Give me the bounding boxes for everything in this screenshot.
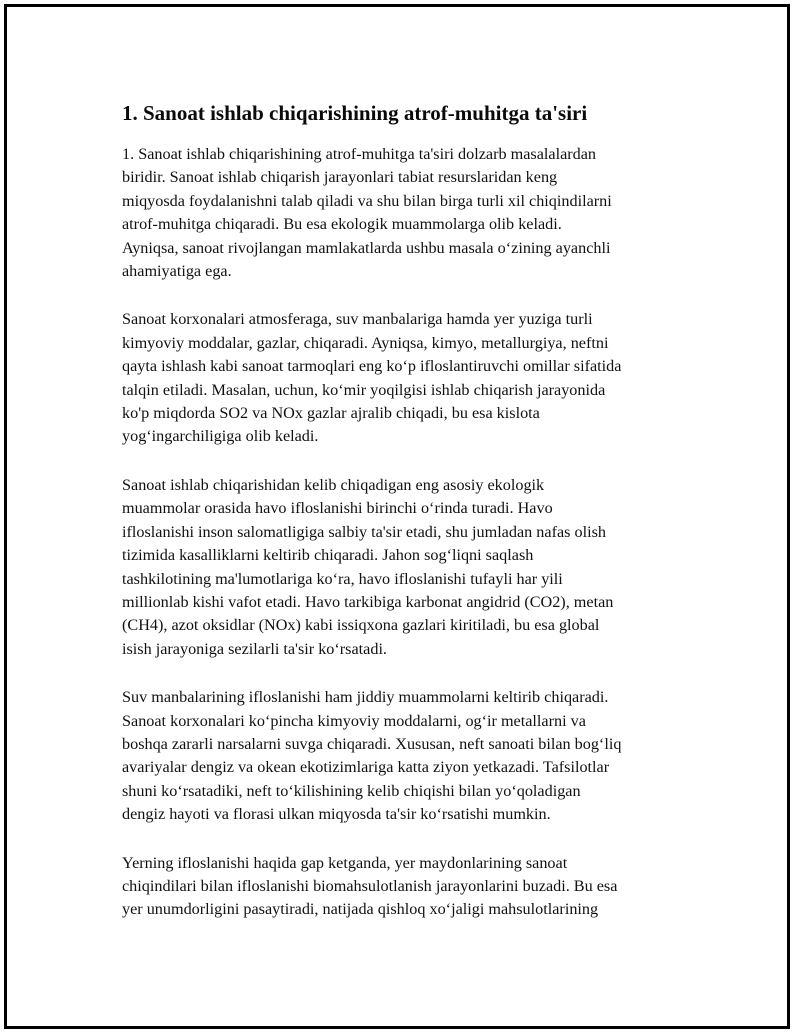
document-heading: 1. Sanoat ishlab chiqarishining atrof-muhitga ta'siri <box>122 101 588 125</box>
text-line: millionlab kishi vafot etadi. Havo tarkibiga karbonat angidrid (CO2), metan <box>122 592 614 611</box>
text-line: qayta ishlash kabi sanoat tarmoqlari eng ko‘p ifloslantiruvchi omillar sifatida <box>122 357 622 376</box>
text-line: talqin etiladi. Masalan, uchun, ko‘mir yoqilgisi ishlab chiqarish jarayonida <box>122 380 606 399</box>
paragraph-2 <box>122 308 697 448</box>
text-line: isish jarayoniga sezilarli ta'sir ko‘rsatadi. <box>122 639 387 658</box>
text-line: Sanoat korxonalari ko‘pincha kimyoviy moddalarni, og‘ir metallarni va <box>122 711 586 730</box>
text-line: 1. Sanoat ishlab chiqarishining atrof-muhitga ta'siri dolzarb masalalardan <box>122 145 597 163</box>
text-line: ahamiyatiga ega. <box>122 262 232 281</box>
text-line: yer unumdorligini pasaytiradi, natijada qishloq xo‘jaligi mahsulotlarining <box>122 900 599 919</box>
text-line: Ayniqsa, sanoat rivojlangan mamlakatlarda ushbu masala o‘zining ayanchli <box>122 238 611 257</box>
page-frame <box>4 4 790 1029</box>
text-line: Sanoat korxonalari atmosferaga, suv manbalariga hamda yer yuziga turli <box>122 310 593 329</box>
text-line: biridir. Sanoat ishlab chiqarish jarayonlari tabiat resurslaridan keng <box>122 168 558 187</box>
text-line: tashkilotining ma'lumotlariga ko‘ra, havo ifloslanishi tufayli har yili <box>122 569 563 588</box>
text-line: Suv manbalarining ifloslanishi ham jiddiy muammolarni keltirib chiqaradi. <box>122 688 609 707</box>
text-line: muammolar orasida havo ifloslanishi birinchi o‘rinda turadi. Havo <box>122 499 553 518</box>
text-line: shuni ko‘rsatadiki, neft to‘kilishining kelib chiqishi bilan yo‘qoladigan <box>122 781 581 800</box>
text-line: atrof-muhitga chiqaradi. Bu esa ekologik muammolarga olib keladi. <box>122 215 562 234</box>
text-line: kimyoviy moddalar, gazlar, chiqaradi. Ayniqsa, kimyo, metallurgiya, neftni <box>122 333 609 352</box>
text-line: Yerning ifloslanishi haqida gap ketganda, yer maydonlarining sanoat <box>122 853 568 872</box>
paragraph-3 <box>122 474 697 661</box>
text-line: (CH4), azot oksidlar (NOx) kabi issiqxona gazlari kiritiladi, bu esa global <box>122 616 600 635</box>
text-line: avariyalar dengiz va okean ekotizimlariga katta ziyon yetkazadi. Tafsilotlar <box>122 758 610 777</box>
paragraph-4 <box>122 686 697 826</box>
text-line: ko'p miqdorda SO2 va NOx gazlar ajralib chiqadi, bu esa kislota <box>122 404 540 423</box>
document-body <box>122 100 697 947</box>
text-line: boshqa zararli narsalarni suvga chiqaradi. Xususan, neft sanoati bilan bog‘liq <box>122 734 622 753</box>
text-line: miqyosda foydalanishni talab qiladi va shu bilan birga turli xil chiqindilarni <box>122 191 612 210</box>
paragraph-5 <box>122 852 697 922</box>
text-line: ifloslanishi inson salomatligiga salbiy ta'sir etadi, shu jumladan nafas olish <box>122 522 606 541</box>
text-line: yog‘ingarchiligiga olib keladi. <box>122 427 319 446</box>
text-line: dengiz hayoti va florasi ulkan miqyosda ta'sir ko‘rsatishi mumkin. <box>122 805 551 824</box>
text-line: Sanoat ishlab chiqarishidan kelib chiqadigan eng asosiy ekologik <box>122 475 545 494</box>
text-line: chiqindilari bilan ifloslanishi biomahsulotlanish jarayonlarini buzadi. Bu esa <box>122 876 618 895</box>
text-line: tizimida kasalliklarni keltirib chiqaradi. Jahon sog‘liqni saqlash <box>122 546 534 565</box>
paragraph-1 <box>122 143 697 283</box>
